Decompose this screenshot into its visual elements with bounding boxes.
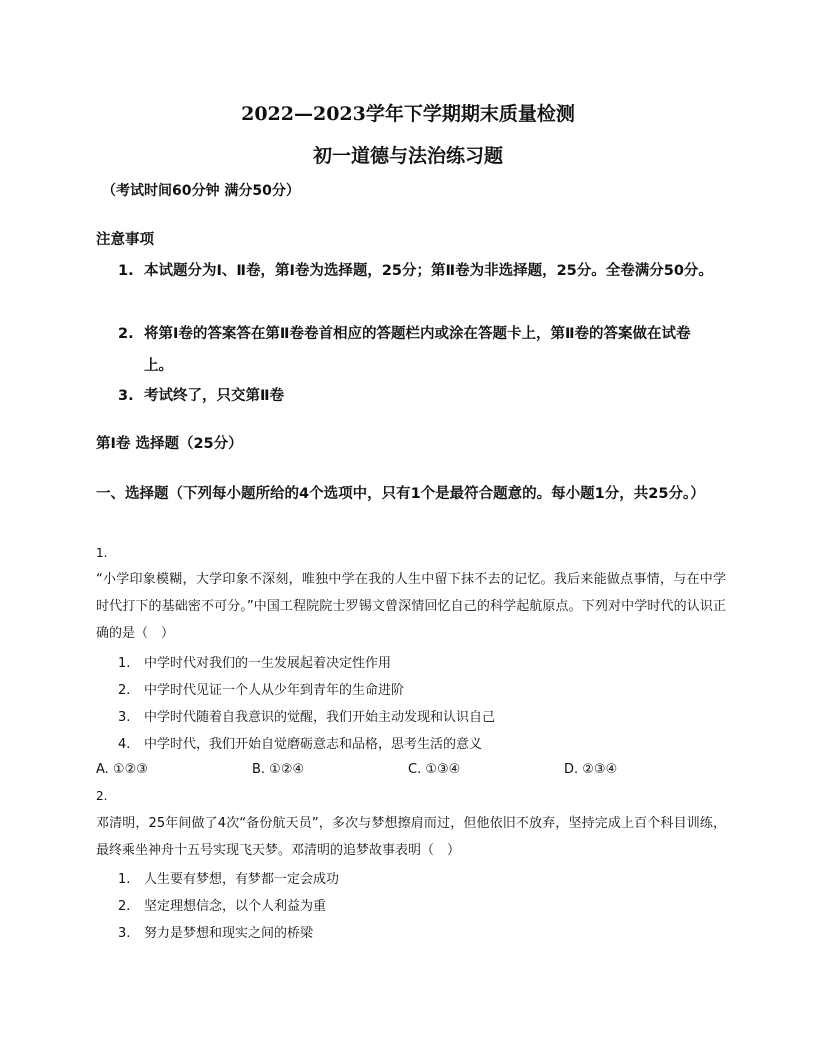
option-text: 努力是梦想和现实之间的桥梁	[144, 926, 314, 941]
notice-item	[118, 380, 718, 412]
option-text: 中学时代对我们的一生发展起着决定性作用	[144, 656, 392, 671]
question-stem: 邓清明，25年间做了4次“备份航天员”，多次与梦想擦肩而过，但他依旧不放弃，坚持完成上百个科目训练，最终乘坐神舟十五号实现飞天梦。邓清明的追梦故事表明（ ）	[96, 816, 726, 858]
notice-item-number: 2.	[118, 326, 134, 342]
question-number: 1.	[96, 546, 108, 560]
notice-item-text: 将第Ⅰ卷的答案答在第Ⅱ卷卷首相应的答题栏内或涂在答题卡上，第Ⅱ卷的答案做在试卷上。	[144, 326, 691, 374]
exam-title: 2022—2023学年下学期期末质量检测	[241, 103, 575, 125]
question-option	[118, 922, 313, 941]
question-option	[118, 706, 495, 725]
question-option	[118, 895, 326, 914]
question-option	[118, 868, 339, 887]
answer-choice-c: C. ①③④	[408, 762, 461, 777]
answer-choice-d: D. ②③④	[564, 762, 618, 777]
notice-heading: 注意事项	[96, 232, 154, 248]
exam-time-note: （考试时间60分钟 满分50分）	[102, 183, 300, 199]
answer-choice-a: A. ①②③	[96, 762, 148, 777]
notice-item	[118, 318, 718, 382]
notice-item-text: 考试终了，只交第Ⅱ卷	[144, 388, 285, 404]
question-option	[118, 652, 391, 671]
section-heading: 一、选择题（下列每小题所给的4个选项中，只有1个是最符合题意的。每小题1分，共25分。）	[96, 486, 705, 502]
question-option	[118, 679, 404, 698]
option-number: 4.	[118, 737, 131, 752]
option-number: 1.	[118, 656, 131, 671]
option-number: 2.	[118, 683, 131, 698]
notice-item-text: 本试题分为Ⅰ、Ⅱ卷，第Ⅰ卷为选择题，25分；第Ⅱ卷为非选择题，25分。全卷满分50分。	[144, 263, 713, 279]
option-number: 3.	[118, 926, 131, 941]
question-number: 2.	[96, 789, 108, 803]
question-option	[118, 733, 482, 752]
option-number: 1.	[118, 872, 131, 887]
option-text: 中学时代见证一个人从少年到青年的生命进阶	[144, 683, 405, 698]
option-text: 人生要有梦想，有梦都一定会成功	[144, 872, 340, 887]
option-text: 中学时代随着自我意识的觉醒，我们开始主动发现和认识自己	[144, 710, 496, 725]
notice-item-number: 3.	[118, 388, 134, 404]
part1-heading: 第Ⅰ卷 选择题（25分）	[96, 436, 243, 452]
exam-subtitle: 初一道德与法治练习题	[312, 145, 503, 167]
option-text: 中学时代，我们开始自觉磨砺意志和品格，思考生活的意义	[144, 737, 483, 752]
option-number: 3.	[118, 710, 131, 725]
notice-item-number: 1.	[118, 263, 134, 279]
question-stem: “小学印象模糊，大学印象不深刻，唯独中学在我的人生中留下抹不去的记忆。我后来能做点事情，与在中学时代打下的基础密不可分。”中国工程院院士罗锡文曾深情回忆自己的科学起航原点。下列对中学时代的认识正确的是（ ）	[96, 572, 726, 641]
answer-choice-b: B. ①②④	[252, 762, 305, 777]
option-number: 2.	[118, 899, 131, 914]
notice-item	[118, 255, 718, 287]
option-text: 坚定理想信念，以个人利益为重	[144, 899, 327, 914]
